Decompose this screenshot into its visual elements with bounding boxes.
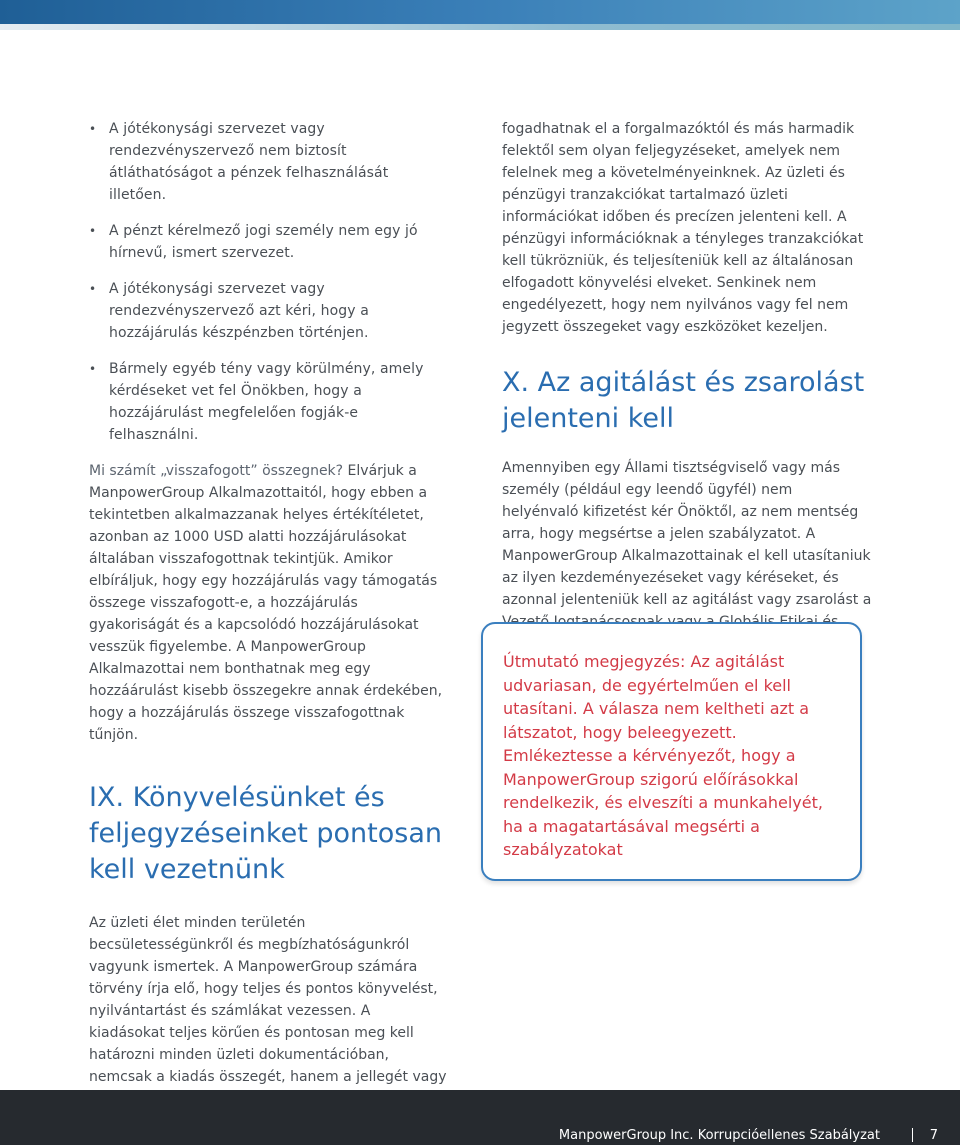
left-column xyxy=(89,118,449,1132)
list-item: • A jótékonysági szervezet vagy rendezvényszervező azt kéri, hogy a hozzájárulás készpénzben történjen. xyxy=(89,278,449,344)
modest-amount-paragraph: Mi számít „visszafogott” összegnek? Elvárjuk a ManpowerGroup Alkalmazottaitól, hogy ebben a tekintetben alkalmazzanak helyes értékítéletet, azonban az 1000 USD alatti hozzájárulásokat általában visszafogottnak tekintjük. Amikor elbíráljuk, hogy egy hozzájárulás vagy támogatás összege visszafogott-e, a hozzájárulás gyakoriságát és a kapcsolódó hozzájárulásokat vesszük figyelembe. A ManpowerGroup Alkalmazottai nem bonthatnak meg egy hozzáárulást kisebb összegekre annak érdekében, hogy a hozzájárulás összege visszafogottnak tűnjön. xyxy=(89,463,443,743)
right-column xyxy=(502,118,872,655)
header-stripe xyxy=(0,24,960,30)
list-item: • A pénzt kérelmező jogi személy nem egy jó hírnevű, ismert szervezet. xyxy=(89,220,449,264)
page-number: 7 xyxy=(929,1128,938,1143)
list-item: • A jótékonysági szervezet vagy rendezvényszervező nem biztosít átláthatóságot a pénzek felhasználását illetően. xyxy=(89,118,449,206)
warning-signs-list xyxy=(89,118,449,446)
section-heading-x: X. Az agitálást és zsarolást jelenteni kell xyxy=(502,367,865,434)
bullet-icon: • xyxy=(89,282,97,296)
footer-bar xyxy=(0,1090,960,1145)
section-ix-continuation: fogadhatnak el a forgalmazóktól és más harmadik felektől sem olyan feljegyzéseket, amelyek nem felelnek meg a követelményeinknek. Az üzleti és pénzügyi tranzakciókat tartalmazó üzleti információkat időben és precízen jelenteni kell. A pénzügyi információknak a tényleges tranzakciókat kell tükrözniük, és teljesíteniük kell az általánosan elfogadott könyvelési elveket. Senkinek nem engedélyezett, hogy nem nyilvános vagy fel nem jegyzett összegeket vagy eszközöket kezeljen. xyxy=(502,121,864,335)
section-ix-text: Az üzleti élet minden területén becsületességünkről és megbízhatóságunkról vagyunk ismertek. A ManpowerGroup számára törvény írja elő, hogy teljes és pontos könyvelést, nyilvántartást és számlákat vezessen. A kiadásokat teljes körűen és pontosan meg kell határozni minden üzleti dokumentációban, nemcsak a kiadás összegét, hanem a jellegét vagy xyxy=(89,915,447,1085)
guidance-callout-box xyxy=(481,622,862,881)
list-item: • Bármely egyéb tény vagy körülmény, amely kérdéseket vet fel Önökben, hogy a hozzájárulást megfelelően fogják-e felhasználni. xyxy=(89,358,449,446)
header-bar xyxy=(0,0,960,24)
footer-title: ManpowerGroup Inc. Korrupcióellenes Szabályzat xyxy=(558,1128,880,1143)
guidance-note-text: Útmutató megjegyzés: Az agitálást udvariasan, de egyértelműen el kell utasítani. A válasza nem keltheti azt a látszatot, hogy beleegyezett. Emlékeztesse a kérvényezőt, hogy a ManpowerGroup szigorú előírásokkal rendelkezik, és elveszíti a munkahelyét, ha a magatartásával megsérti a szabályzatokat xyxy=(503,652,823,859)
section-x-text: Amennyiben egy Állami tisztségviselő vagy más személy (például egy leendő ügyfél) nem helyénvaló kifizetést kér Önöktől, az nem mentség arra, hogy megsértse a jelen szabályzatot. A ManpowerGroup Alkalmazottainak el kell utasítaniuk az ilyen kezdeményezéseket vagy kéréseket, és azonnal jelenteniük kell az agitálást vagy zsarolást a xyxy=(502,460,872,608)
section-heading-ix: IX. Könyvelésünket és feljegyzéseinket pontosan kell vezetnünk xyxy=(89,782,442,885)
bullet-icon: • xyxy=(89,362,97,376)
question-lead: Mi számít „visszafogott” összegnek? xyxy=(89,463,344,479)
bullet-icon: • xyxy=(89,122,97,136)
footer-divider xyxy=(912,1128,913,1142)
bullet-icon: • xyxy=(89,224,97,238)
